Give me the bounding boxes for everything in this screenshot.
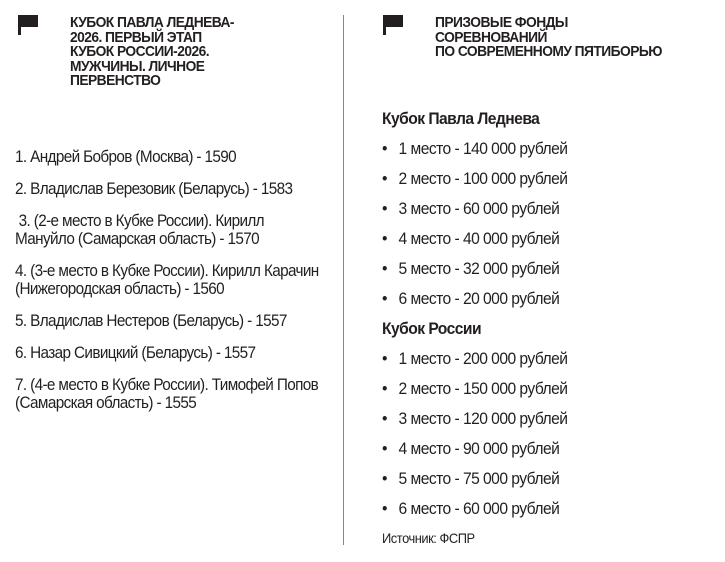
prize-item <box>382 378 695 408</box>
prizes-section <box>382 108 722 546</box>
prize-item <box>382 198 695 228</box>
prizes-title: ПРИЗОВЫЕ ФОНДЫ СОРЕВНОВАНИЙ ПО СОВРЕМЕННОМУ ПЯТИБОРЬЮ <box>435 14 662 60</box>
bullet-icon: • <box>382 169 387 188</box>
prize-item <box>382 468 695 498</box>
bullet-icon: • <box>382 229 387 248</box>
flag-icon <box>383 15 403 35</box>
prize-text: 6 место - 20 000 рублей <box>398 289 560 308</box>
result-item: 5. Владислав Нестеров (Беларусь) - 1557 <box>15 311 287 330</box>
prize-item <box>382 498 695 528</box>
bullet-icon: • <box>382 259 387 278</box>
prize-text: 1 место - 140 000 рублей <box>398 139 568 158</box>
prize-item <box>382 348 695 378</box>
prize-text: 1 место - 200 000 рублей <box>398 349 568 368</box>
prize-text: 2 место - 100 000 рублей <box>398 169 568 188</box>
flag-icon <box>18 15 38 35</box>
prize-text: 5 место - 32 000 рублей <box>398 259 560 278</box>
bullet-icon: • <box>382 199 387 218</box>
prize-text: 2 место - 150 000 рублей <box>398 379 568 398</box>
bullet-icon: • <box>382 439 387 458</box>
prize-text: 4 место - 40 000 рублей <box>398 229 560 248</box>
result-item: 1. Андрей Бобров (Москва) - 1590 <box>15 147 237 166</box>
result-item: 7. (4-е место в Кубке России). Тимофей Попов (Самарская область) - 1555 <box>15 375 319 412</box>
prize-item <box>382 438 695 468</box>
results-title: КУБОК ПАВЛА ЛЕДНЕВА- 2026. ПЕРВЫЙ ЭТАП КУБОК РОССИИ-2026. МУЖЧИНЫ. ЛИЧНОЕ ПЕРВЕНСТВО <box>70 14 234 89</box>
bullet-icon: • <box>382 469 387 488</box>
results-list <box>15 147 319 426</box>
bullet-icon: • <box>382 289 387 308</box>
result-item: 2. Владислав Березовик (Беларусь) - 1583 <box>15 179 293 198</box>
result-item: 4. (3-е место в Кубке России). Кирилл Карачин (Нижегородская область) - 1560 <box>15 261 319 298</box>
bullet-icon: • <box>382 499 387 518</box>
bullet-icon: • <box>382 139 387 158</box>
prize-text: 4 место - 90 000 рублей <box>398 439 560 458</box>
prize-item <box>382 288 695 318</box>
bullet-icon: • <box>382 409 387 428</box>
prize-item <box>382 258 695 288</box>
prize-item <box>382 228 695 258</box>
column-divider <box>343 15 344 545</box>
bullet-icon: • <box>382 349 387 368</box>
prize-text: 5 место - 75 000 рублей <box>398 469 560 488</box>
prize-group-title: Кубок Павла Леднева <box>382 109 540 128</box>
source-note: Источник: ФСПР <box>382 530 475 546</box>
prize-text: 3 место - 120 000 рублей <box>398 409 568 428</box>
prize-item <box>382 138 695 168</box>
result-item: 3. (2-е место в Кубке России). Кирилл Мануйло (Самарская область) - 1570 <box>15 211 268 248</box>
prize-item <box>382 168 695 198</box>
prize-group-title: Кубок России <box>382 319 482 338</box>
prize-text: 3 место - 60 000 рублей <box>398 199 560 218</box>
result-item: 6. Назар Сивицкий (Беларусь) - 1557 <box>15 343 256 362</box>
bullet-icon: • <box>382 379 387 398</box>
prize-text: 6 место - 60 000 рублей <box>398 499 560 518</box>
prize-item <box>382 408 695 438</box>
